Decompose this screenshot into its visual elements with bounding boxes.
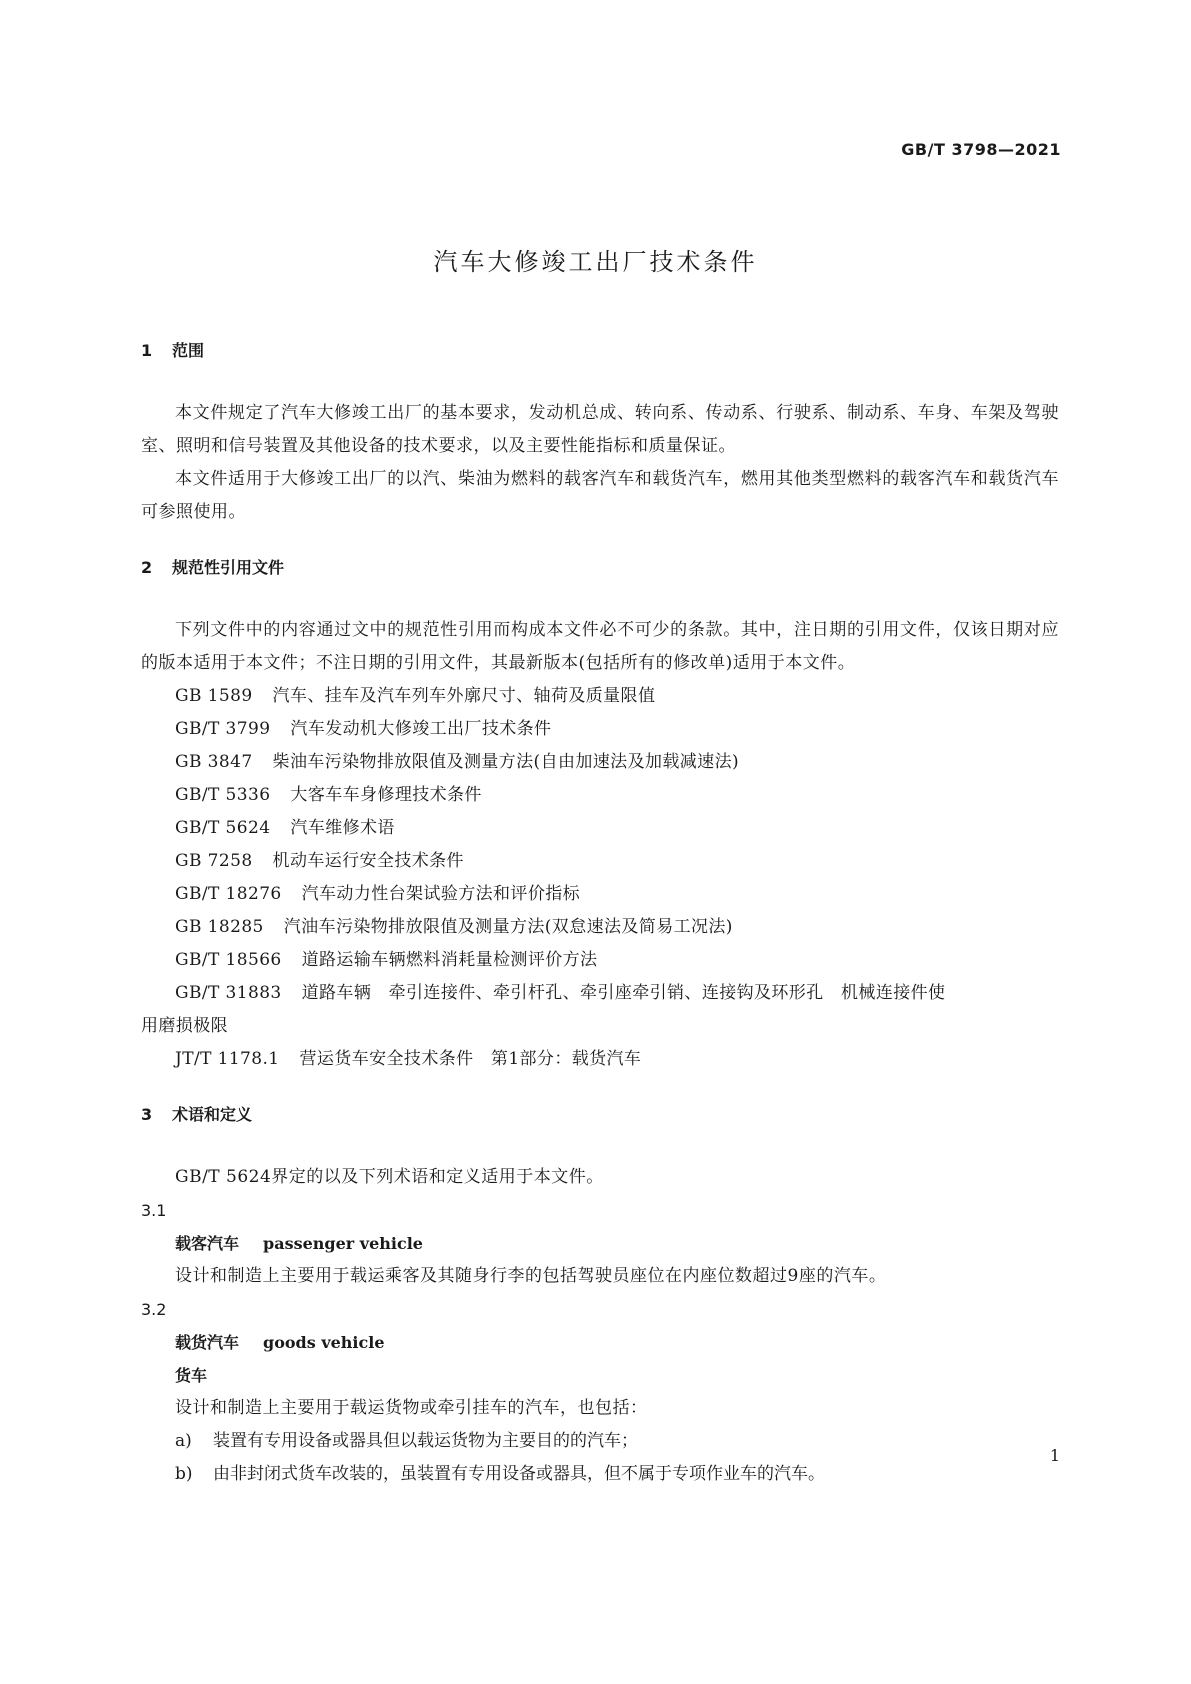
document-title: 汽车大修竣工出厂技术条件 [433, 248, 758, 276]
section-title: 范围 [172, 341, 205, 360]
reference-title: 汽油车污染物排放限值及测量方法(双怠速法及简易工况法) [283, 917, 733, 937]
section-title: 术语和定义 [172, 1105, 253, 1124]
reference-title: 汽车动力性台架试验方法和评价指标 [301, 884, 581, 904]
list-text: 由非封闭式货车改装的，虽装置有专用设备或器具，但不属于专项作业车的汽车。 [213, 1464, 825, 1484]
reference-code: GB/T 31883 [175, 983, 282, 1003]
reference-title: 大客车车身修理技术条件 [290, 785, 482, 805]
reference-code: GB 18285 [175, 917, 264, 937]
reference-code: GB 7258 [175, 851, 253, 871]
section-2-heading [141, 557, 1059, 579]
document-body [141, 340, 1059, 1491]
term-name [141, 1227, 1059, 1260]
term-name-en: goods vehicle [263, 1333, 385, 1352]
list-marker: b) [175, 1464, 193, 1484]
reference-code: GB/T 18566 [175, 950, 282, 970]
list-marker: a) [175, 1431, 192, 1451]
reference-code: GB/T 5624 [175, 818, 271, 838]
scope-paragraph-2: 本文件适用于大修竣工出厂的以汽、柴油为燃料的载客汽车和载货汽车，燃用其他类型燃料的载客汽车和载货汽车可参照使用。 [141, 469, 1059, 522]
section-1-heading [141, 340, 1059, 362]
section-number: 3 [141, 1105, 153, 1124]
list-text: 装置有专用设备或器具但以载运货物为主要目的的汽车； [213, 1431, 638, 1451]
reference-code: GB/T 3799 [175, 719, 271, 739]
reference-title: 汽车发动机大修竣工出厂技术条件 [290, 719, 552, 739]
document-code: GB/T 3798—2021 [901, 140, 1061, 159]
section-number: 1 [141, 341, 153, 360]
reference-code: GB 3847 [175, 752, 253, 772]
term-name-cn: 载客汽车 [175, 1234, 240, 1253]
reference-code: JT/T 1178.1 [175, 1049, 280, 1069]
reference-title-continued: 用磨损极限 [141, 1016, 228, 1036]
term-name-en: passenger vehicle [263, 1234, 423, 1253]
reference-title: 柴油车污染物排放限值及测量方法(自由加速法及加载减速法) [272, 752, 740, 772]
reference-item [141, 1043, 1059, 1076]
reference-title: 汽车、挂车及汽车列车外廓尺寸、轴荷及质量限值 [272, 686, 656, 706]
reference-item [141, 680, 1059, 713]
term-alternative-name: 货车 [175, 1366, 208, 1385]
term-name-cn: 载货汽车 [175, 1333, 240, 1352]
reference-title: 营运货车安全技术条件 第1部分：载货汽车 [299, 1049, 642, 1069]
reference-title: 汽车维修术语 [290, 818, 395, 838]
term-definition: 设计和制造上主要用于载运货物或牵引挂车的汽车，也包括： [175, 1398, 648, 1418]
reference-item [141, 878, 1059, 911]
section-number: 2 [141, 558, 153, 577]
page-number: 1 [1049, 1446, 1060, 1465]
reference-title: 道路车辆 牵引连接件、牵引杆孔、牵引座牵引销、连接钩及环形孔 机械连接件使 [301, 983, 946, 1003]
terms-intro: GB/T 5624界定的以及下列术语和定义适用于本文件。 [175, 1167, 604, 1187]
reference-title: 道路运输车辆燃料消耗量检测评价方法 [301, 950, 598, 970]
reference-item [141, 746, 1059, 779]
reference-item [141, 779, 1059, 812]
term-definition: 设计和制造上主要用于载运乘客及其随身行李的包括驾驶员座位在内座位数超过9座的汽车。 [175, 1266, 887, 1286]
term-name [141, 1326, 1059, 1359]
reference-code: GB/T 18276 [175, 884, 282, 904]
reference-item [141, 812, 1059, 845]
reference-title: 机动车运行安全技术条件 [272, 851, 464, 871]
reference-item [141, 911, 1059, 944]
scope-paragraph-1: 本文件规定了汽车大修竣工出厂的基本要求，发动机总成、转向系、传动系、行驶系、制动系、车身、车架及驾驶室、照明和信号装置及其他设备的技术要求，以及主要性能指标和质量保证。 [141, 403, 1059, 456]
section-3-heading [141, 1104, 1059, 1126]
reference-item [141, 845, 1059, 878]
definition-list-item [141, 1425, 1059, 1458]
term-number: 3.1 [141, 1201, 167, 1220]
reference-code: GB 1589 [175, 686, 253, 706]
reference-item [141, 977, 1059, 1043]
references-intro: 下列文件中的内容通过文中的规范性引用而构成本文件必不可少的条款。其中，注日期的引用文件，仅该日期对应的版本适用于本文件；不注日期的引用文件，其最新版本(包括所有的修改单)适用于本文件。 [141, 620, 1059, 673]
section-title: 规范性引用文件 [172, 558, 285, 577]
reference-item [141, 944, 1059, 977]
reference-item [141, 713, 1059, 746]
reference-code: GB/T 5336 [175, 785, 271, 805]
term-number: 3.2 [141, 1300, 167, 1319]
definition-list-item [141, 1458, 1059, 1491]
